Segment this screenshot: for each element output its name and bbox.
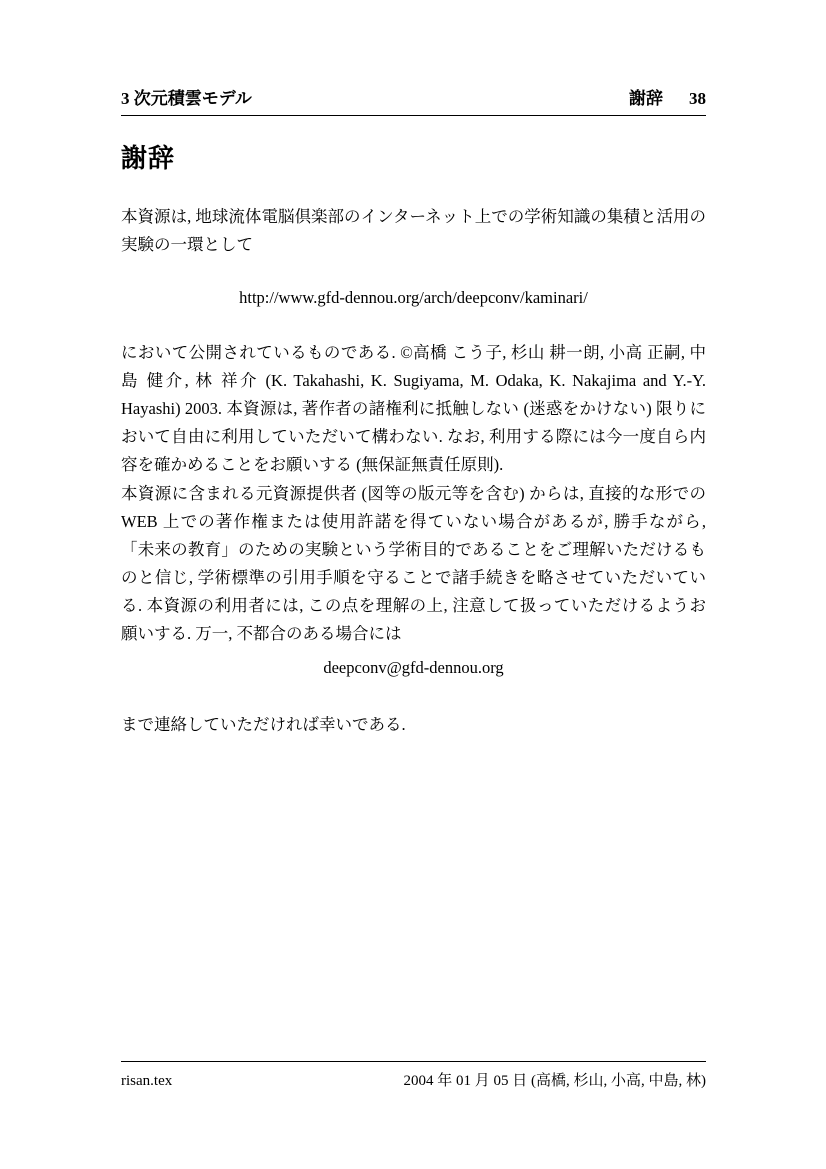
resource-url: http://www.gfd-dennou.org/arch/deepconv/kaminari/: [239, 288, 588, 307]
section-title: 謝辞: [121, 143, 176, 173]
header-right-group: [629, 84, 706, 109]
paragraph-intro: 本資源は, 地球流体電脳倶楽部のインターネット上での学術知識の集積と活用の実験の一環として: [121, 207, 706, 254]
header-page-number: 38: [689, 89, 706, 108]
contact-email: deepconv@gfd-dennou.org: [323, 658, 504, 677]
header-section-name: 謝辞: [629, 89, 663, 108]
footer-filename: risan.tex: [121, 1073, 173, 1089]
footer-date-authors: 2004 年 01 月 05 日 (高橋, 杉山, 小高, 中島, 林): [403, 1073, 706, 1089]
paragraph-usage-notice: 本資源に含まれる元資源提供者 (図等の版元等を含む) からは, 直接的な形での WEB 上での著作権または使用許諾を得ていない場合があるが, 勝手ながら, 「未来の教育」のための実験という学術目的であることをご理解いただけるものと信じ, 学術標準の引用手順を守ることで諸手続きを略させていただいている. 本資源の利用者には, この点を理解の上, 注意して扱っていただけるようお願いする. 万一, 不都合のある場合には: [121, 484, 706, 643]
paragraph-closing: まで連絡していただければ幸いである.: [121, 715, 406, 734]
paragraph-copyright: において公開されているものである. ©高橋 こう子, 杉山 耕一朗, 小高 正嗣, 中島 健介, 林 祥介 (K. Takahashi, K. Sugiyama, M. Odaka, K. Nakajima and Y.-Y. Hayashi) 2003. 本資源は, 著作者の諸権利に抵触しない (迷惑をかけない) 限りにおいて自由に利用していただいて構わない. なお, 利用する際には今一度自ら内容を確かめることをお願いする (無保証無責任原則).: [121, 343, 706, 474]
page-header: [121, 84, 706, 116]
header-chapter-title: 3 次元積雲モデル: [121, 89, 252, 108]
page-footer: [121, 1061, 706, 1090]
